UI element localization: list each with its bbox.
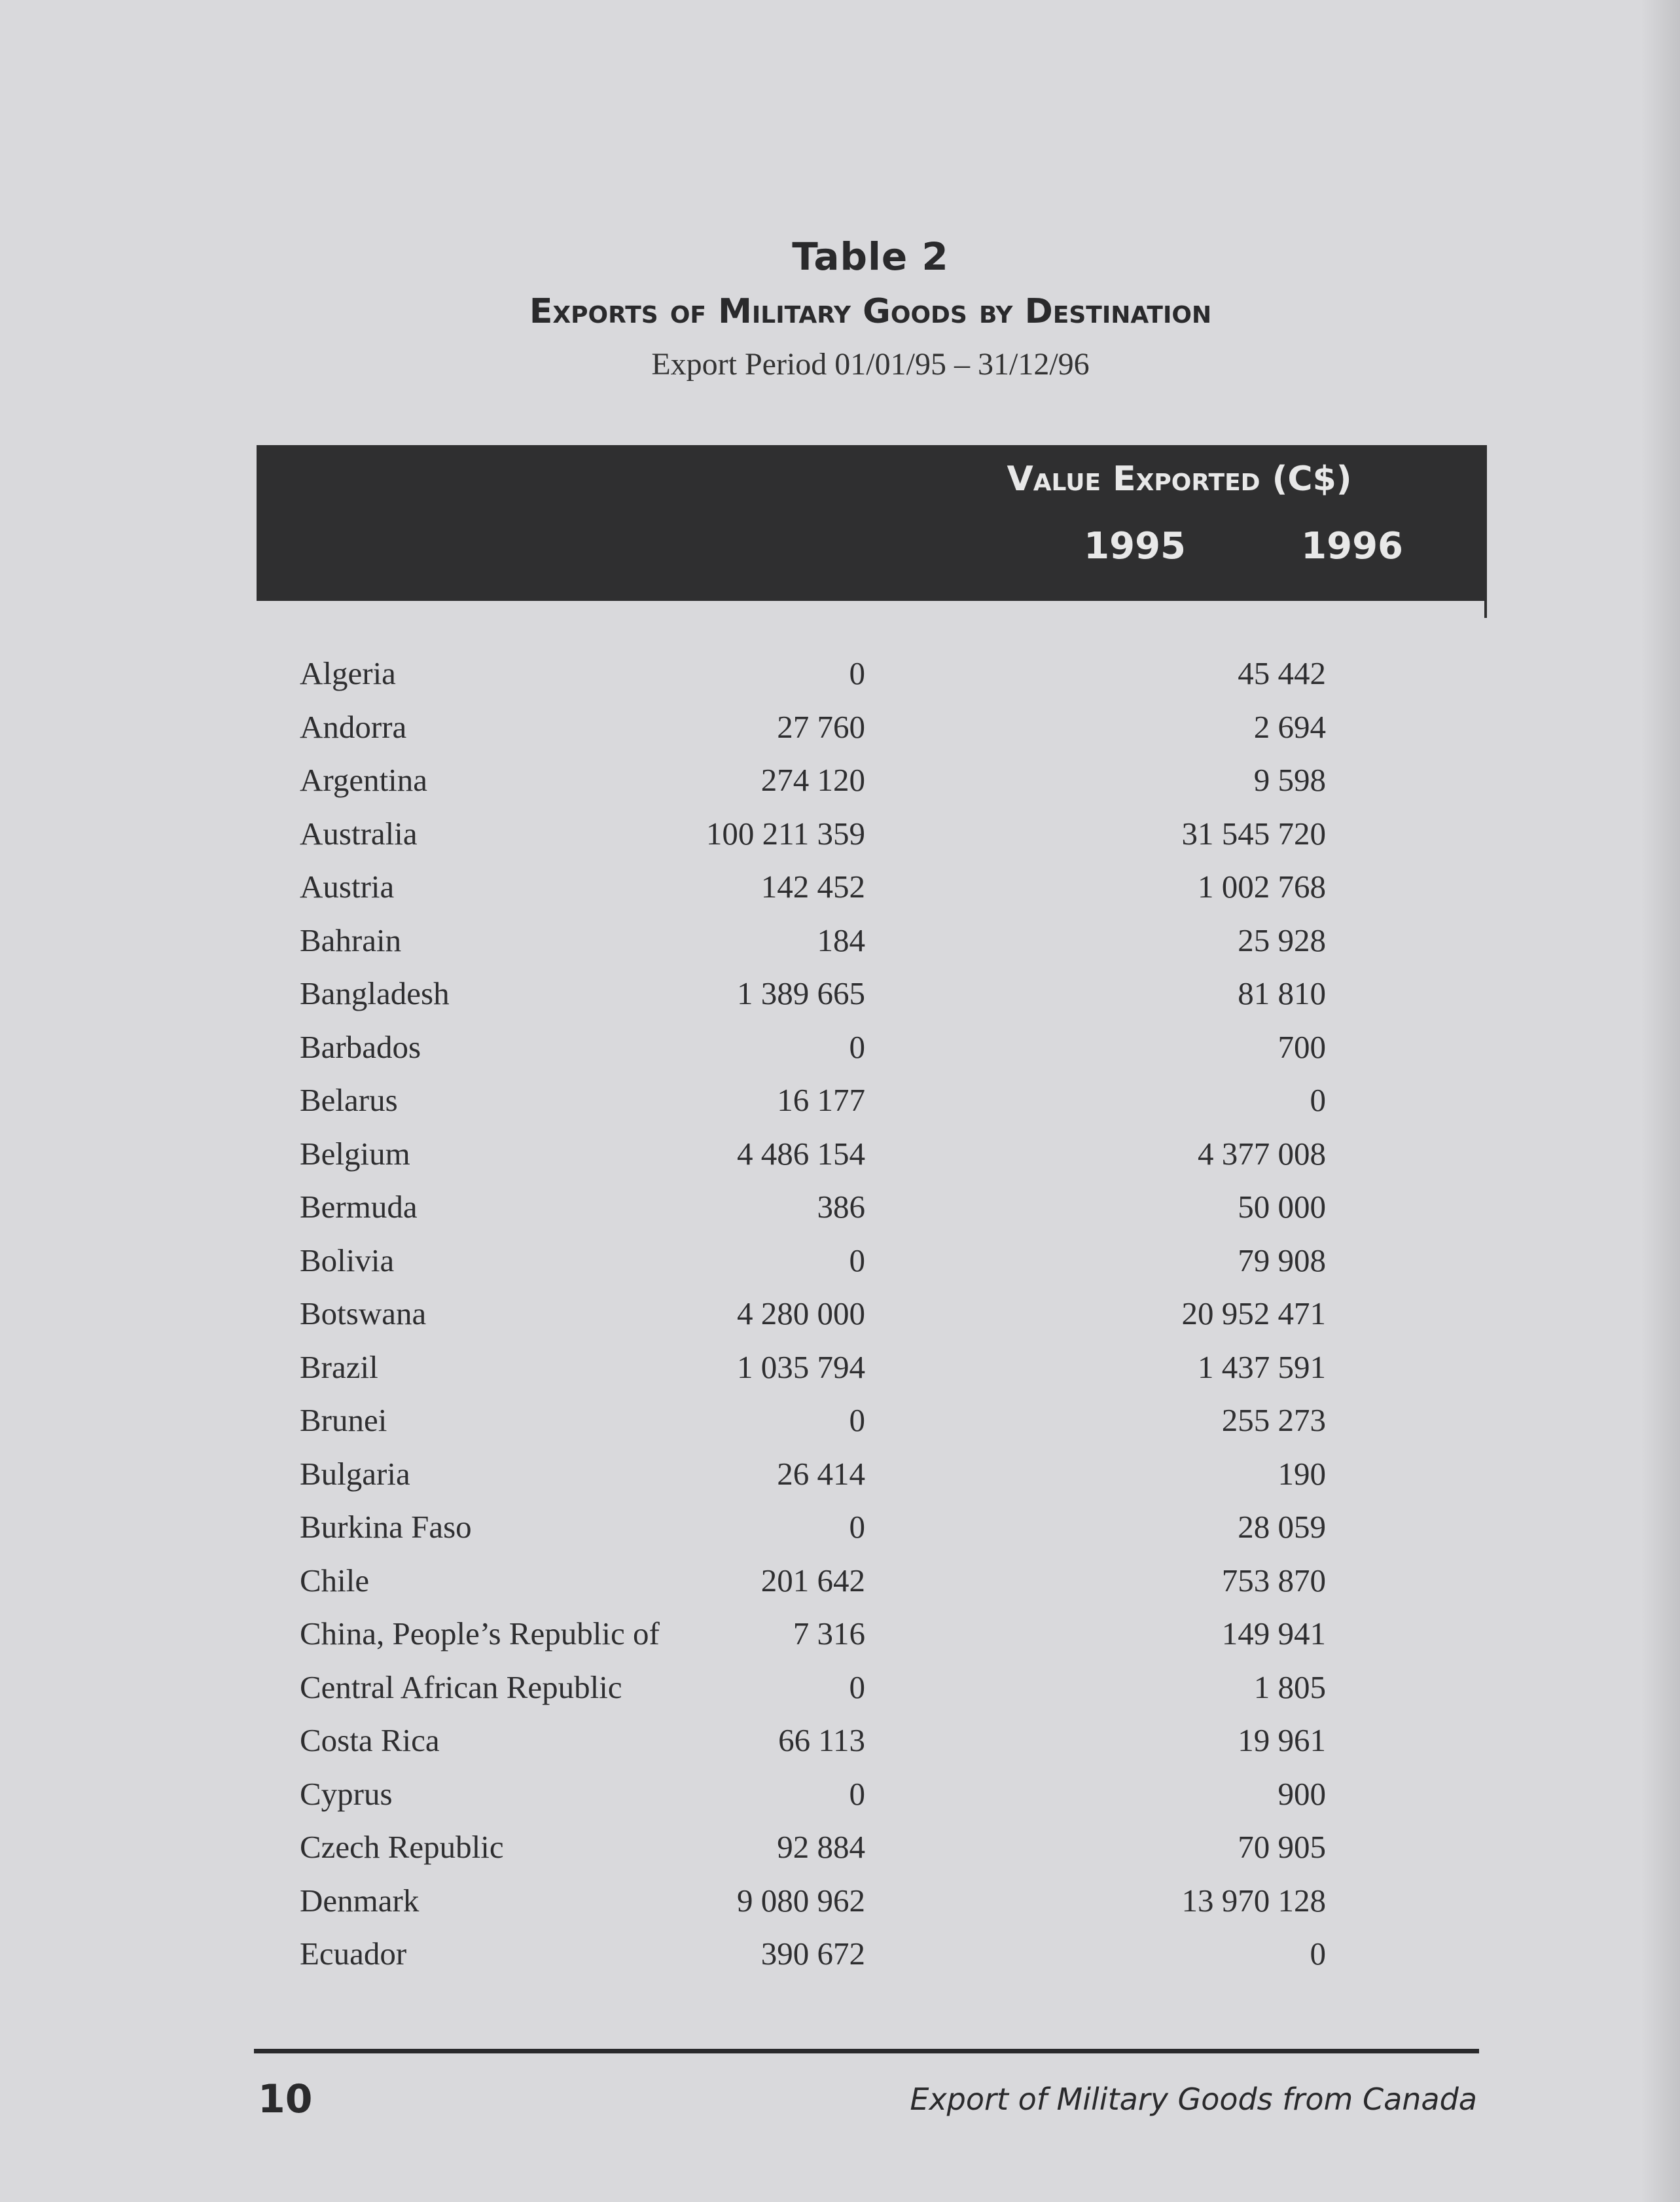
value-1995: 0 [849, 1242, 865, 1278]
value-1996: 0 [1310, 1936, 1326, 1972]
value-1995: 184 [817, 922, 865, 958]
value-1995: 201 642 [760, 1562, 865, 1598]
table-row [257, 1874, 1487, 1928]
value-1996: 20 952 471 [1181, 1295, 1326, 1331]
table-row [257, 1714, 1487, 1767]
table-row [257, 1500, 1487, 1554]
country-name: Belgium [300, 1135, 410, 1172]
table-row [257, 753, 1487, 807]
table-row [257, 967, 1487, 1020]
value-1996: 81 810 [1238, 975, 1326, 1011]
table-row [257, 1927, 1487, 1981]
table-row [257, 1180, 1487, 1234]
table-row [257, 1554, 1487, 1608]
value-1996: 4 377 008 [1198, 1135, 1326, 1172]
value-1995: 0 [849, 1402, 865, 1438]
country-name: Denmark [300, 1882, 420, 1919]
table-row [257, 1074, 1487, 1127]
value-1996: 255 273 [1221, 1402, 1326, 1438]
country-name: Central African Republic [300, 1669, 622, 1705]
country-name: Chile [300, 1562, 370, 1598]
table-row [257, 1127, 1487, 1181]
value-1995: 0 [849, 1028, 865, 1065]
column-header-1995: 1995 [1084, 525, 1186, 568]
table-row [257, 1234, 1487, 1288]
country-name: China, People’s Republic of [300, 1615, 660, 1652]
value-1996: 149 941 [1221, 1615, 1326, 1652]
table-row [257, 807, 1487, 861]
country-name: Belarus [300, 1082, 398, 1118]
country-name: Australia [300, 815, 418, 852]
page-number: 10 [258, 2076, 313, 2122]
value-1995: 16 177 [777, 1082, 865, 1118]
value-1995: 7 316 [793, 1615, 865, 1652]
country-name: Bolivia [300, 1242, 395, 1278]
table-row [257, 1020, 1487, 1074]
value-1996: 1 002 768 [1198, 869, 1326, 905]
table-subtitle: Exports of Military Goods by Destination [529, 292, 1212, 331]
value-1996: 19 961 [1238, 1722, 1326, 1758]
value-1995: 0 [849, 1669, 865, 1705]
value-1995: 0 [849, 655, 865, 691]
value-1995: 92 884 [777, 1829, 865, 1865]
country-name: Algeria [300, 655, 396, 691]
value-1995: 100 211 359 [706, 815, 865, 852]
value-1996: 79 908 [1238, 1242, 1326, 1278]
value-1996: 13 970 128 [1181, 1882, 1326, 1919]
table-row [257, 914, 1487, 967]
country-name: Austria [300, 869, 395, 905]
country-name: Botswana [300, 1295, 427, 1331]
value-1996: 753 870 [1221, 1562, 1326, 1598]
export-period: Export Period 01/01/95 – 31/12/96 [651, 347, 1090, 382]
value-1996: 9 598 [1253, 762, 1326, 798]
country-name: Andorra [300, 708, 407, 745]
value-1996: 900 [1278, 1775, 1326, 1812]
value-1995: 9 080 962 [737, 1882, 865, 1919]
value-1995: 4 280 000 [737, 1295, 865, 1331]
table-row [257, 700, 1487, 754]
country-name: Barbados [300, 1028, 421, 1065]
value-1995: 0 [849, 1775, 865, 1812]
title-block [0, 229, 1680, 390]
table-row [257, 1607, 1487, 1661]
value-1996: 2 694 [1253, 708, 1326, 745]
value-1996: 0 [1310, 1082, 1326, 1118]
country-name: Brunei [300, 1402, 387, 1438]
table-row [257, 1767, 1487, 1821]
table-row [257, 860, 1487, 914]
country-name: Burkina Faso [300, 1509, 472, 1545]
table-body [257, 647, 1487, 1981]
header-tick-mark [1484, 601, 1487, 618]
country-name: Bahrain [300, 922, 402, 958]
value-1995: 27 760 [777, 708, 865, 745]
value-1996: 25 928 [1238, 922, 1326, 958]
country-name: Brazil [300, 1348, 378, 1385]
value-1996: 1 805 [1253, 1669, 1326, 1705]
table-row [257, 1394, 1487, 1447]
country-name: Bulgaria [300, 1455, 410, 1492]
value-1995: 66 113 [778, 1722, 865, 1758]
table-header [257, 445, 1487, 601]
country-name: Czech Republic [300, 1829, 504, 1865]
country-name: Costa Rica [300, 1722, 440, 1758]
value-1996: 45 442 [1238, 655, 1326, 691]
value-1995: 274 120 [760, 762, 865, 798]
footer-rule [254, 2049, 1479, 2053]
country-name: Argentina [300, 762, 428, 798]
value-1996: 31 545 720 [1181, 815, 1326, 852]
value-1995: 386 [817, 1189, 865, 1225]
value-1995: 0 [849, 1509, 865, 1545]
country-name: Bermuda [300, 1189, 418, 1225]
running-title: Export of Military Goods from Canada [910, 2082, 1477, 2117]
table-row [257, 1661, 1487, 1714]
table-row [257, 647, 1487, 700]
value-1996: 50 000 [1238, 1189, 1326, 1225]
value-1996: 70 905 [1238, 1829, 1326, 1865]
value-1995: 1 035 794 [737, 1348, 865, 1385]
table-label: Table 2 [792, 234, 949, 279]
value-1996: 28 059 [1238, 1509, 1326, 1545]
country-name: Cyprus [300, 1775, 393, 1812]
value-1995: 26 414 [777, 1455, 865, 1492]
table-row [257, 1341, 1487, 1394]
country-name: Ecuador [300, 1936, 407, 1972]
value-1995: 1 389 665 [737, 975, 865, 1011]
value-1996: 1 437 591 [1198, 1348, 1326, 1385]
value-1996: 700 [1278, 1028, 1326, 1065]
table-row [257, 1820, 1487, 1874]
country-name: Bangladesh [300, 975, 450, 1011]
value-1995: 390 672 [760, 1936, 865, 1972]
table-row [257, 1447, 1487, 1501]
value-exported-heading: Value Exported (C$) [1007, 460, 1352, 499]
value-1995: 142 452 [760, 869, 865, 905]
value-1995: 4 486 154 [737, 1135, 865, 1172]
table-row [257, 1287, 1487, 1341]
column-header-1996: 1996 [1301, 525, 1403, 568]
value-1996: 190 [1278, 1455, 1326, 1492]
